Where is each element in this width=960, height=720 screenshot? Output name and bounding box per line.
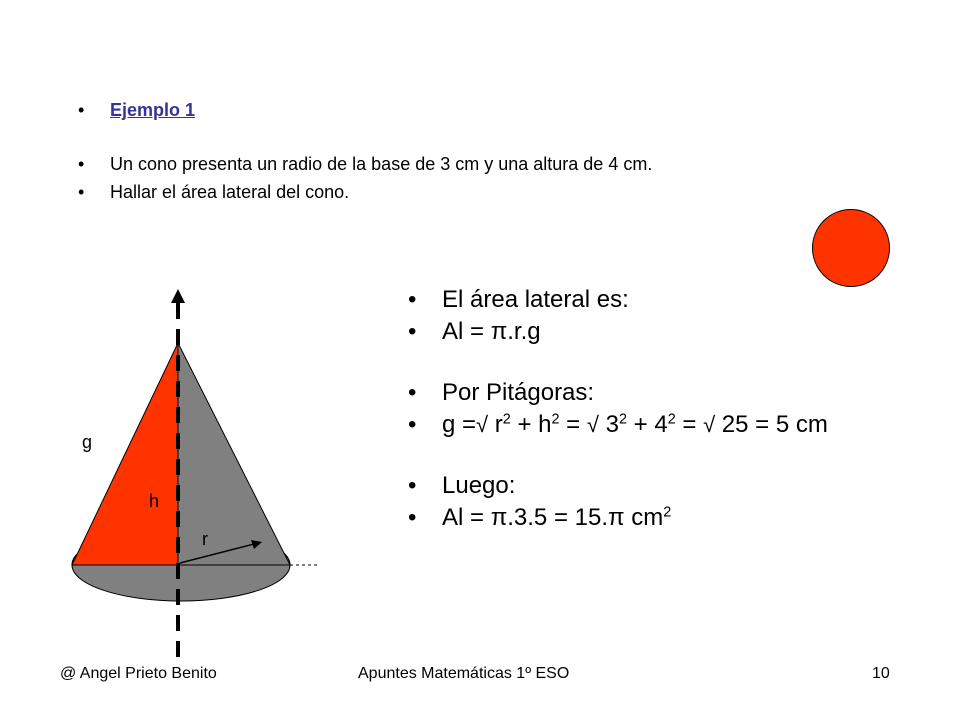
final-result: Al = π.3.5 = 15.π $cm^2$: [442, 504, 672, 531]
bullet: •: [408, 504, 417, 531]
label-g: g: [82, 432, 93, 452]
bullet: •: [408, 286, 417, 313]
bullet: •: [408, 472, 417, 499]
footer-course: Apuntes Matemáticas 1º ESO: [358, 665, 570, 682]
footer-author: @ Angel Prieto Benito: [60, 665, 217, 682]
pythagoras-formula: g =√ $r^2 + h^2$ = √ $3^2 + 4^2$ = √ 25 = 5 cm: [442, 411, 828, 438]
label-h: h: [149, 491, 160, 511]
solution-text-2: Al = π.r.g: [442, 318, 541, 345]
bullet: •: [408, 379, 417, 406]
solution-line-6: [408, 502, 828, 534]
bullet: •: [78, 182, 85, 202]
page-number: 10: [872, 665, 890, 682]
axis-arrow-icon: [171, 289, 185, 303]
solution-text-3: Por Pitágoras:: [442, 379, 595, 406]
solution-text-5: Luego:: [442, 472, 516, 499]
example-title: Ejemplo 1: [110, 100, 196, 120]
bullet: •: [408, 318, 417, 345]
bullet: •: [78, 100, 85, 120]
problem-text-1: Un cono presenta un radio de la base de 3 cm y una altura de 4 cm.: [110, 154, 653, 174]
label-r: r: [202, 529, 208, 549]
spacer: [408, 348, 828, 377]
solution-line-4: [408, 409, 828, 441]
solution-line-3: [408, 377, 828, 409]
solution-line-5: [408, 470, 828, 502]
solution-text-1: El área lateral es:: [442, 286, 629, 313]
bullet: •: [408, 411, 417, 438]
problem-text-2: Hallar el área lateral del cono.: [110, 182, 350, 202]
solution-line-2: [408, 316, 828, 348]
solution-line-1: [408, 284, 828, 316]
right-triangle: [72, 343, 178, 565]
bullet: •: [78, 154, 85, 174]
spacer: [408, 441, 828, 470]
solution-steps: [408, 284, 828, 534]
cone-right-side: [178, 343, 290, 565]
